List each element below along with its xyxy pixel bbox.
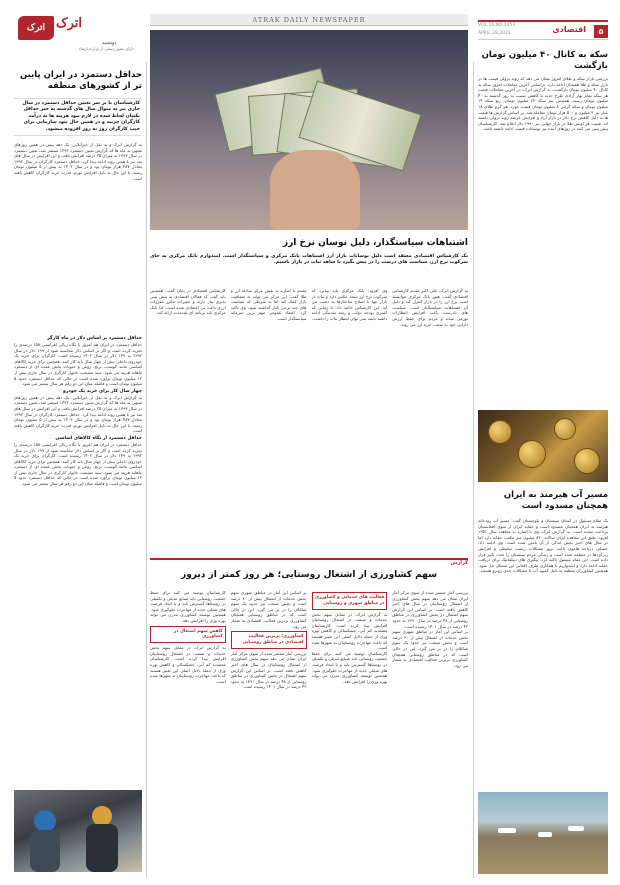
article-columns: [150, 590, 468, 876]
article-subhead-box: کشاورزی؛ برترین فعالیت اقتصادی در مناطق روستایی: [231, 631, 307, 649]
column-divider: [146, 62, 147, 878]
article-paragraph: بر اساس این آمار در مناطق شهری سهم بخش خدمات از اشتغال بیش از ۶۰ درصد است و بخش صنعت نیز حدود یک سوم شاغلان را در بر می گیرد. این در حالی است که در مناطق روستایی همچنان کشاورزی برترین فعالیت اقتصادی به شمار می رود.: [392, 629, 468, 668]
article-paragraph: حداقل دستمزد در ایران هم امروز با نگاه ریالی افزایشی ۱۵۸ درصدی را تجربه کرده است و اگر بر اساس دلار محاسبه شود از ۱۹۹ دلار در سال ۱۳۹۲ به ۱۴۹ دلار در سال ۱۴۰۲ رسیده است. کارگران برای خرید یک خودروی داخلی بیش از چهار سال باید کار کنند. همچنین برای خرید کالاهای اساسی مانند گوشت، برنج، روغن و حبوبات بخش عمده ای از دستمزد ماهانه هزینه می شود. سبد معیشت خانوار کارگری در سال جاری بیش از ۱۲ میلیون تومان برآورد شده است در حالی که حداقل دستمزد حدود ۵ میلیون تومان است و فاصله میان این دو رقم هر سال بیشتر می شود.: [14, 342, 142, 387]
column-divider: [473, 62, 474, 878]
section-header: [478, 20, 608, 40]
article-paragraph: بررسی آمار منتشر شده از سوی مرکز آمار ایران نشان می دهد سهم بخش کشاورزی از اشتغال روستاییان در سال های اخیر کاهش یافته است. بر اساس این گزارش سهم اشتغال در بخش کشاورزی در مناطق روستایی از ۴۸ درصد در سال ۱۳۹۰ به حدود ۴۲ درصد در سال ۱۴۰۱ رسیده است.: [230, 650, 307, 690]
article-columns: [150, 288, 468, 528]
article-body: یک مقام مسئول در استان سیستان و بلوچستان گفت: مسیر آب رودخانه هیرمند به ایران همچنان مسدود است و حقابه ایران از سوی افغانستان پرداخت نشده است. به گزارش اترک، وی با اشاره به معاهده سال ۱۳۵۱ افزود: طبق این معاهده ایران سالانه ۸۲۰ میلیون متر مکعب حقابه دارد اما در سال های اخیر بخش اندکی از آن تامین شده است. وی ادامه داد: خشکی دریاچه هامون باعث بروز مشکلات زیست محیطی و افزایش ریزگردها در منطقه شده است و زندگی مردم سیستان را تحت تاثیر قرار داده است. این مقام مسئول تاکید کرد: پیگیری های دیپلماتیک برای دریافت حقابه ادامه دارد و امیدواریم با همکاری طرف افغانی این مشکل حل شود. همچنین کشاورزان منطقه به دلیل کمبود آب با مشکلات جدی روبرو هستند.: [478, 518, 608, 574]
article-headline[interactable]: سکه به کانال ۴۰ میلیون تومان بازگشت: [481, 50, 608, 71]
article-lead: کارشناسان با بر سر تعیین حداقل دستمزد در سال جاری نیز به متوال سال های گذشته به خبر حداقل یکبیان لحاظ شده در لازم نبود هزینه ها به درآمد کارگران جزیید و در همین حال نبود سازمانی برای جیب کارگران روز به روز افزوده میشود.: [22, 101, 140, 132]
article-subhead: چهار سال کار برای خرید یک خودرو: [63, 388, 142, 394]
article-paragraph: به گزارش اترک، در مقابل سهم بخش خدمات و صنعت در اشتغال روستاییان افزایش پیدا کرده است. کارشناسان معتقدند کم آبی، خشکسالی و کاهش بهره وری از جمله دلایل اصلی این تغییر هستند که باعث مهاجرت روستاییان به شهرها شده است.: [311, 611, 388, 651]
article-paragraph: بررسی آمار منتشر شده از سوی مرکز آمار ایران نشان می دهد سهم بخش کشاورزی از اشتغال روستاییان در سال های اخیر کاهش یافته است. بر اساس این گزارش سهم اشتغال در بخش کشاورزی در مناطق روستایی از ۴۸ درصد در سال ۱۳۹۰ به حدود ۴۲ درصد در سال ۱۴۰۱ رسیده است.: [392, 590, 468, 629]
article-headline[interactable]: سهم کشاورزی از اشتغال روستایی؛ هر روز کمتر از دیروز: [150, 570, 468, 584]
coin-icon: [574, 448, 600, 474]
article-column: مقدم با اشاره به نقش مرکز مبادله ارز و طلا گفت: این مرکز می تواند به شفافیت بازار کمک کند اما به شرطی که سیاست های چند نرخی کنار گذاشته شود. وی تاکید کرد: اعتماد عمومی مهم ترین سرمایه سیاستگذار است.: [230, 288, 307, 321]
article-subhead: حداقل دستمزد بر اساس دلار در ماه کارگر: [47, 336, 142, 341]
article-paragraph: کارشناسان توصیه می کنند برای حفظ جمعیت روستایی باید صنایع تبدیلی و تکمیلی در روستاها گسترش یابد و با ایجاد فرصت های شغلی جدید از مهاجرت جلوگیری شود. همچنین توسعه کشاورزی مدرن می تواند بهره وری را افزایش دهد.: [150, 590, 226, 623]
logo-mark-icon: اترک: [18, 16, 54, 40]
article-paragraph: به گزارش اترک و به نقل از خبرآنلاین، یک دهه پیش در همین روزهای منتهی به ماه ها که گزارش تعیین دستمزد ۱۳۹۲ منتشر شد، تعیین دستمزد در سال ۱۳۹۳ به میزان ۲۵ درصد افزایش یافت و این افزایش در سال های بعد نیز با همین روند ادامه پیدا کرد. حداقل دستمزد کارگران در سال ۱۳۹۲ معادل ۴۸۷ هزار تومان بود و در سال ۱۴۰۲ به بیش از ۵ میلیون تومان رسید. با این حال به دلیل افزایش تورم، قدرت خرید کارگران کاهش یافته است.: [14, 394, 142, 434]
boat-icon: [568, 826, 584, 831]
hardhat-icon: [92, 806, 112, 826]
article-column: وی افزود: بانک مرکزی باید بپذیرد که سرکوب نرخ ارز نتیجه عکس دارد و ثبات در بازار تنها با اصلاح ساختارها به دست می آید. این کارشناس ادامه داد: تا زمانی که کسری بودجه دولت و رشد نقدینگی ادامه داشته باشد نمی توان انتظار ثبات را داشت.: [311, 288, 388, 321]
weekday-label: دوشنبه: [102, 40, 117, 46]
logo-subtitle: دارای مجوز رسمی از وزارت ارشاد: [78, 46, 134, 51]
article-body-continued: [14, 334, 142, 834]
hand-figure: [270, 150, 360, 230]
section-name[interactable]: اقتصادی: [552, 25, 586, 34]
article-subhead: حداقل دستمزد از نگاه کالاهای اساسی: [55, 435, 142, 441]
article-paragraph: بر اساس این آمار در مناطق شهری سهم بخش خدمات از اشتغال بیش از ۶۰ درصد است و بخش صنعت نیز حدود یک سوم شاغلان را در بر می گیرد. این در حالی است که در مناطق روستایی همچنان کشاورزی برترین فعالیت اقتصادی به شمار می رود.: [230, 590, 307, 629]
currency-photo[interactable]: [150, 30, 468, 230]
article-subhead-box: کاهش سهم اشتغال در کشاورزی: [150, 626, 226, 644]
page-number: ۵: [594, 25, 608, 38]
gold-coins-photo[interactable]: [478, 410, 608, 482]
article-kicker: گزارش: [450, 560, 468, 566]
masthead: ATRAK DAILY NEWSPAPER: [150, 14, 468, 26]
logo-wordmark: اترک: [56, 16, 83, 31]
article-paragraph: به گزارش اترک، در مقابل سهم بخش خدمات و صنعت در اشتغال روستاییان افزایش پیدا کرده است. کارشناسان معتقدند کم آبی، خشکسالی و کاهش بهره وری از جمله دلایل اصلی این تغییر هستند که باعث مهاجرت روستاییان به شهرها شده است.: [150, 645, 226, 684]
right-column: [478, 44, 608, 878]
article-lead: یک کارشناس اقتصادی معتقد است دلیل نوسانات بازار ارز اشتباهات بانک مرکزی و سیاستگذار است. امیدوارم بانک مرکزی به جای سرکوب نرخ ارز، سیاست های درست را در پیش بگیرد تا شاهد ثبات در بازار باشیم.: [150, 254, 468, 266]
article-subhead-box: فعالیت های خدماتی و کشاورزی در مناطق شهری و روستایی: [312, 592, 388, 610]
left-column: [14, 62, 142, 878]
worker-figure: [30, 830, 60, 872]
article-column: [150, 590, 226, 876]
coin-icon: [554, 418, 576, 440]
boat-icon: [538, 832, 552, 837]
issue-date: APRIL 29,2023: [478, 31, 511, 36]
newspaper-logo[interactable]: [14, 14, 134, 48]
article-headline[interactable]: اشتباهات سیاستگذار، دلیل نوسان نرخ ارز: [282, 238, 468, 248]
article-headline[interactable]: مسیر آب هیرمند به ایران همچنان مسدود است: [503, 490, 608, 511]
hardhat-icon: [34, 810, 56, 832]
coin-icon: [488, 420, 512, 444]
article-body: بررسی بازار سکه و طلای امروز نشان می دهد که روند نزولی قیمت ها در بازار سکه و طلا همچنان ادامه دارد. براساس آخرین معاملات امروز سکه به کانال ۴۰ میلیون تومان بازگشت. به گزارش اترک، در آخرین معاملات قیمت هر سکه تمام بهار آزادی طرح جدید با کاهش نسبت به روز گذشته به ۴۰ میلیون تومان رسید. همچنین نیم سکه ۲۲ میلیون تومان، ربع سکه ۱۴ میلیون تومان و سکه گرمی ۸ میلیون تومان قیمت خورد. هر گرم طلای ۱۸ عیار نیز ۲ میلیون و ۵۰۰ هزار تومان معامله شد. بر اساس گزارش ها قیمت ها به دلیل کاهش نرخ دلار در بازار آزاد و افزایش عرضه روند نزولی داشته اند. قیمت هر اونس طلا در بازار جهانی نیز ۱۹۹۰ دلار اعلام شد. کارشناسان پیش بینی می کنند در روزهای آینده نیز نوسانات قیمت ادامه داشته باشد.: [478, 76, 608, 132]
coin-icon: [518, 440, 546, 468]
boat-icon: [498, 828, 516, 833]
article-headline[interactable]: حداقل دستمزد در ایران پایین تر از کشورهای منطقه: [20, 70, 142, 91]
article-column: [231, 590, 307, 876]
article-column: [392, 590, 468, 876]
article-paragraph: حداقل دستمزد در ایران هم امروز با نگاه ریالی افزایشی ۱۵۸ درصدی را تجربه کرده است و اگر بر اساس دلار محاسبه شود از ۱۹۹ دلار در سال ۱۳۹۲ به ۱۴۹ دلار در سال ۱۴۰۲ رسیده است. کارگران برای خرید یک خودروی داخلی بیش از چهار سال باید کار کنند. همچنین برای خرید کالاهای اساسی مانند گوشت، برنج، روغن و حبوبات بخش عمده ای از دستمزد ماهانه هزینه می شود. سبد معیشت خانوار کارگری در سال جاری بیش از ۱۲ میلیون تومان برآورد شده است در حالی که حداقل دستمزد حدود ۵ میلیون تومان است و فاصله میان این دو رقم هر سال بیشتر می شود.: [14, 441, 142, 487]
article-body: به گزارش اترک و به نقل از خبرآنلاین، یک دهه پیش در همین روزهای منتهی به ماه ها که گزارش تعیین دستمزد ۱۳۹۲ منتشر شد، تعیین دستمزد در سال ۱۳۹۳ به میزان ۲۵ درصد افزایش یافت و این افزایش در سال های بعد نیز با همین روند ادامه پیدا کرد. حداقل دستمزد کارگران در سال ۱۳۹۲ معادل ۴۸۷ هزار تومان بود و در سال ۱۴۰۲ به بیش از ۵ میلیون تومان رسید. با این حال به دلیل افزایش تورم، قدرت خرید کارگران کاهش یافته است.: [14, 142, 142, 181]
article-column: [312, 590, 388, 876]
volume-number: VOL.16,NO.1453: [478, 23, 516, 28]
river-photo[interactable]: [478, 792, 608, 874]
article-column: کارشناس اقتصادی در پایان گفت: همچنین باید گفت که فعالان اقتصادی به پیش بینی پذیری نیاز دارند و تغییرات مکرر مقررات ارزی باعث بی اعتمادی شده است. لذا بانک مرکزی باید برنامه ای بلندمدت ارائه کند.: [150, 288, 226, 316]
article-lead-box: [14, 98, 142, 136]
article-column: به گزارش اترک، علی اکبر مقدم کارشناس اقتصادی گفت: هنوز بانک مرکزی نتوانسته است نرخ ارز را در بازار کنترل کند و دلیل آن اشتباهات سیاستگذار است. سیاست های نادرست باعث افزایش انتظارات تورمی شده و مردم برای حفظ ارزش دارایی خود به سمت خرید ارز می روند.: [392, 288, 468, 327]
article-paragraph: کارشناسان توصیه می کنند برای حفظ جمعیت روستایی باید صنایع تبدیلی و تکمیلی در روستاها گسترش یابد و با ایجاد فرصت های شغلی جدید از مهاجرت جلوگیری شود. همچنین توسعه کشاورزی مدرن می تواند بهره وری را افزایش دهد.: [311, 650, 388, 684]
middle-column: [150, 30, 468, 878]
workers-photo[interactable]: [14, 790, 142, 872]
worker-figure: [86, 824, 118, 872]
